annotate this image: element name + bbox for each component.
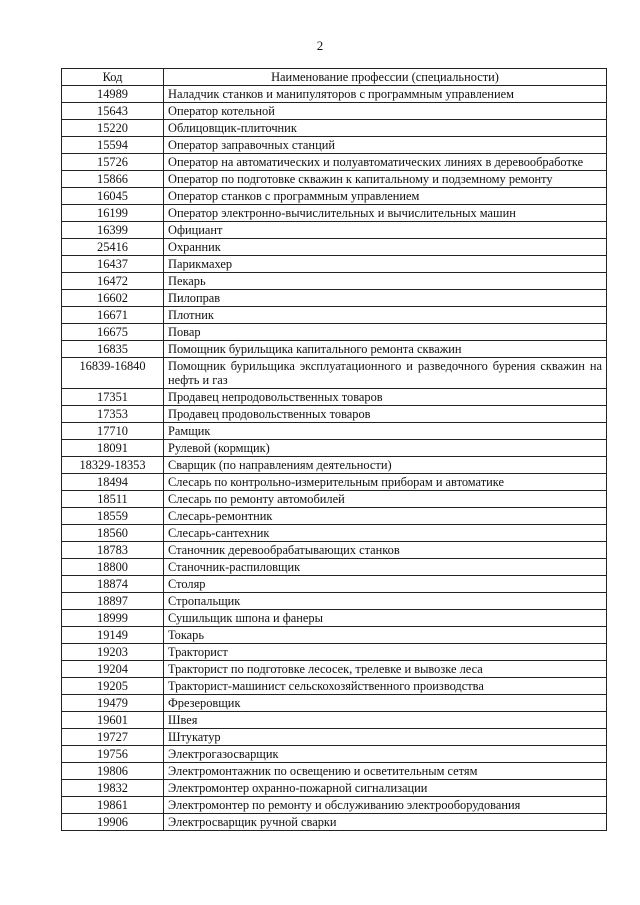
table-row	[62, 763, 607, 780]
profession-code: 19204	[62, 661, 164, 678]
table-row	[62, 712, 607, 729]
profession-code: 18897	[62, 593, 164, 610]
profession-code: 16839-16840	[62, 358, 164, 389]
table-row	[62, 627, 607, 644]
profession-code: 15594	[62, 137, 164, 154]
profession-name: Парикмахер	[164, 256, 607, 273]
profession-name: Рамщик	[164, 423, 607, 440]
profession-code: 18800	[62, 559, 164, 576]
profession-code: 18091	[62, 440, 164, 457]
profession-name: Токарь	[164, 627, 607, 644]
profession-name: Швея	[164, 712, 607, 729]
table-row	[62, 542, 607, 559]
profession-code: 16399	[62, 222, 164, 239]
table-row	[62, 205, 607, 222]
profession-name: Оператор заправочных станций	[164, 137, 607, 154]
profession-code: 16602	[62, 290, 164, 307]
profession-name: Слесарь-ремонтник	[164, 508, 607, 525]
profession-name: Рулевой (кормщик)	[164, 440, 607, 457]
profession-code: 17710	[62, 423, 164, 440]
profession-name: Станочник деревообрабатывающих станков	[164, 542, 607, 559]
table-row	[62, 457, 607, 474]
table-row	[62, 559, 607, 576]
table-row	[62, 491, 607, 508]
profession-code: 15866	[62, 171, 164, 188]
profession-code: 16472	[62, 273, 164, 290]
profession-name: Тракторист по подготовке лесосек, трелевке и вывозке леса	[164, 661, 607, 678]
profession-name: Электромонтер охранно-пожарной сигнализации	[164, 780, 607, 797]
table-header-row	[62, 69, 607, 86]
table-row	[62, 341, 607, 358]
table-row	[62, 154, 607, 171]
profession-name: Официант	[164, 222, 607, 239]
table-row	[62, 576, 607, 593]
profession-name: Оператор станков с программным управлением	[164, 188, 607, 205]
profession-code: 19832	[62, 780, 164, 797]
profession-name: Электромонтажник по освещению и осветительным сетям	[164, 763, 607, 780]
table-row	[62, 358, 607, 389]
table-row	[62, 423, 607, 440]
table-row	[62, 389, 607, 406]
profession-code: 19806	[62, 763, 164, 780]
profession-name: Слесарь-сантехник	[164, 525, 607, 542]
table-row	[62, 678, 607, 695]
table-row	[62, 508, 607, 525]
profession-code: 16835	[62, 341, 164, 358]
profession-name: Слесарь по контрольно-измерительным приборам и автоматике	[164, 474, 607, 491]
profession-code: 16675	[62, 324, 164, 341]
table-row	[62, 273, 607, 290]
profession-name: Штукатур	[164, 729, 607, 746]
profession-name: Электросварщик ручной сварки	[164, 814, 607, 831]
profession-name: Продавец непродовольственных товаров	[164, 389, 607, 406]
profession-name: Охранник	[164, 239, 607, 256]
profession-name: Повар	[164, 324, 607, 341]
profession-code: 19861	[62, 797, 164, 814]
table-row	[62, 86, 607, 103]
profession-name: Плотник	[164, 307, 607, 324]
table-row	[62, 171, 607, 188]
profession-code: 18874	[62, 576, 164, 593]
profession-code: 19149	[62, 627, 164, 644]
profession-name: Тракторист	[164, 644, 607, 661]
table-row	[62, 661, 607, 678]
profession-code: 16437	[62, 256, 164, 273]
profession-code: 17353	[62, 406, 164, 423]
profession-code: 19205	[62, 678, 164, 695]
profession-code: 19601	[62, 712, 164, 729]
profession-code: 15220	[62, 120, 164, 137]
profession-name: Стропальщик	[164, 593, 607, 610]
profession-code: 19756	[62, 746, 164, 763]
table-row	[62, 406, 607, 423]
table-row	[62, 307, 607, 324]
table-row	[62, 780, 607, 797]
profession-name: Электромонтер по ремонту и обслуживанию электрооборудования	[164, 797, 607, 814]
profession-name: Тракторист-машинист сельскохозяйственного производства	[164, 678, 607, 695]
profession-code: 18560	[62, 525, 164, 542]
table-body	[62, 86, 607, 831]
profession-code: 19906	[62, 814, 164, 831]
profession-code: 19727	[62, 729, 164, 746]
profession-code: 19479	[62, 695, 164, 712]
table-row	[62, 256, 607, 273]
table-row	[62, 290, 607, 307]
profession-name: Помощник бурильщика эксплуатационного и разведочного бурения скважин на нефть и газ	[164, 358, 607, 389]
table-row	[62, 695, 607, 712]
profession-name: Оператор котельной	[164, 103, 607, 120]
profession-name: Наладчик станков и манипуляторов с программным управлением	[164, 86, 607, 103]
table-row	[62, 188, 607, 205]
table-row	[62, 222, 607, 239]
table-row	[62, 120, 607, 137]
profession-name: Оператор электронно-вычислительных и вычислительных машин	[164, 205, 607, 222]
profession-code: 25416	[62, 239, 164, 256]
profession-name: Сушильщик шпона и фанеры	[164, 610, 607, 627]
profession-code: 15643	[62, 103, 164, 120]
profession-name: Столяр	[164, 576, 607, 593]
table-row	[62, 610, 607, 627]
profession-name: Продавец продовольственных товаров	[164, 406, 607, 423]
profession-code: 16045	[62, 188, 164, 205]
profession-name: Помощник бурильщика капитального ремонта скважин	[164, 341, 607, 358]
profession-code: 18783	[62, 542, 164, 559]
table-row	[62, 644, 607, 661]
table-row	[62, 474, 607, 491]
table-row	[62, 525, 607, 542]
table-row	[62, 593, 607, 610]
profession-code: 15726	[62, 154, 164, 171]
table-row	[62, 729, 607, 746]
profession-code: 18559	[62, 508, 164, 525]
profession-name: Слесарь по ремонту автомобилей	[164, 491, 607, 508]
table-row	[62, 103, 607, 120]
profession-name: Фрезеровщик	[164, 695, 607, 712]
header-code: Код	[62, 69, 164, 86]
profession-code: 17351	[62, 389, 164, 406]
profession-name: Станочник-распиловщик	[164, 559, 607, 576]
table-row	[62, 239, 607, 256]
profession-code: 19203	[62, 644, 164, 661]
table-row	[62, 797, 607, 814]
table-row	[62, 440, 607, 457]
profession-code: 14989	[62, 86, 164, 103]
profession-name: Облицовщик-плиточник	[164, 120, 607, 137]
profession-name: Пилоправ	[164, 290, 607, 307]
header-profession-name: Наименование профессии (специальности)	[164, 69, 607, 86]
professions-table	[61, 68, 607, 831]
table-row	[62, 814, 607, 831]
profession-code: 16671	[62, 307, 164, 324]
profession-code: 18329-18353	[62, 457, 164, 474]
profession-code: 18494	[62, 474, 164, 491]
table-row	[62, 324, 607, 341]
profession-code: 18999	[62, 610, 164, 627]
page-number: 2	[316, 38, 324, 53]
profession-code: 16199	[62, 205, 164, 222]
profession-name: Сварщик (по направлениям деятельности)	[164, 457, 607, 474]
table-row	[62, 137, 607, 154]
profession-name: Оператор на автоматических и полуавтоматических линиях в деревообработке	[164, 154, 607, 171]
profession-name: Электрогазосварщик	[164, 746, 607, 763]
profession-code: 18511	[62, 491, 164, 508]
table-row	[62, 746, 607, 763]
profession-name: Пекарь	[164, 273, 607, 290]
profession-name: Оператор по подготовке скважин к капитальному и подземному ремонту	[164, 171, 607, 188]
